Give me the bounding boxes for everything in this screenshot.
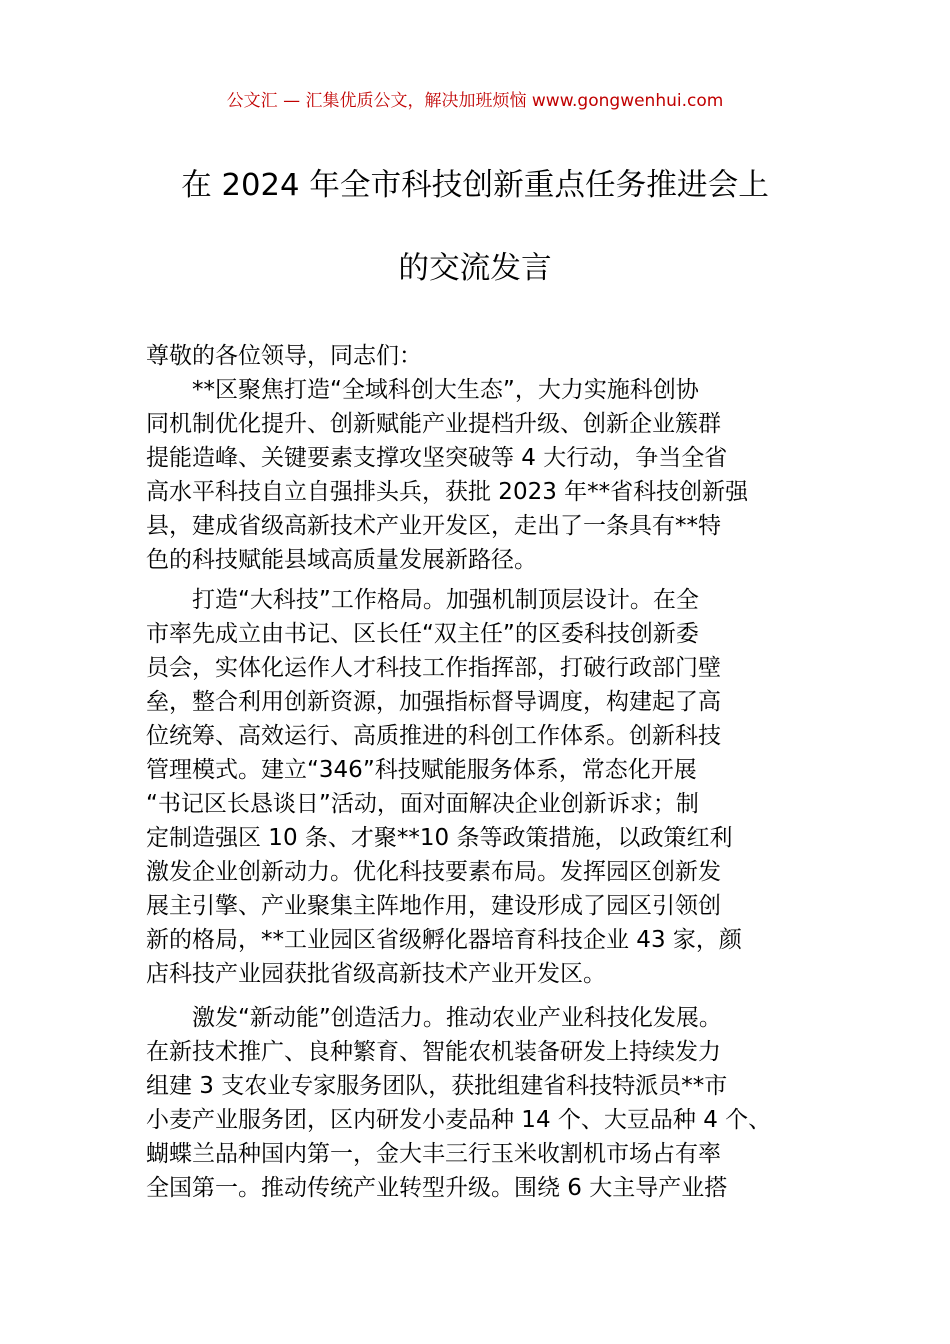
site-header-banner: 公文汇 — 汇集优质公文，解决加班烦恼 www.gongwenhui.com: [226, 91, 724, 111]
body-line: 在新技术推广、良种繁育、智能农机装备研发上持续发力: [146, 1039, 721, 1065]
body-line: 市率先成立由书记、区长任“双主任”的区委科技创新委: [146, 621, 699, 647]
body-line: 激发“新动能”创造活力。推动农业产业科技化发展。: [146, 1005, 722, 1031]
body-line: 展主引擎、产业聚集主阵地作用，建设形成了园区引领创: [146, 893, 721, 919]
body-line: 定制造强区 10 条、才聚**10 条等政策措施，以政策红利: [146, 825, 733, 851]
body-line: 新的格局，**工业园区省级孵化器培育科技企业 43 家，颜: [146, 927, 742, 953]
body-line: 县，建成省级高新技术产业开发区，走出了一条具有**特: [146, 513, 721, 539]
body-line: 蝴蝶兰品种国内第一，金大丰三行玉米收割机市场占有率: [146, 1141, 721, 1167]
body-line: 尊敬的各位领导，同志们：: [146, 343, 422, 369]
body-line: 位统筹、高效运行、高质推进的科创工作体系。创新科技: [146, 723, 721, 749]
body-line: 高水平科技自立自强排头兵，获批 2023 年**省科技创新强: [146, 479, 749, 505]
body-line: 小麦产业服务团，区内研发小麦品种 14 个、大豆品种 4 个、: [146, 1107, 772, 1133]
body-line: 打造“大科技”工作格局。加强机制顶层设计。在全: [146, 587, 699, 613]
body-line: 垒，整合利用创新资源，加强指标督导调度，构建起了高: [146, 689, 721, 715]
body-line: 组建 3 支农业专家服务团队，获批组建省科技特派员**市: [146, 1073, 728, 1099]
document-title-line-2: 的交流发言: [398, 251, 552, 286]
body-line: 色的科技赋能县域高质量发展新路径。: [146, 547, 537, 573]
body-line: **区聚焦打造“全域科创大生态”，大力实施科创协: [146, 377, 699, 403]
body-line: “书记区长恳谈日”活动，面对面解决企业创新诉求；制: [146, 791, 699, 817]
body-line: 管理模式。建立“346”科技赋能服务体系，常态化开展: [146, 757, 697, 783]
body-line: 员会，实体化运作人才科技工作指挥部，打破行政部门壁: [146, 655, 721, 681]
body-line: 同机制优化提升、创新赋能产业提档升级、创新企业簇群: [146, 411, 721, 437]
document-title-line-1: 在 2024 年全市科技创新重点任务推进会上: [181, 168, 769, 203]
body-line: 店科技产业园获批省级高新技术产业开发区。: [146, 961, 606, 987]
body-line: 全国第一。推动传统产业转型升级。围绕 6 大主导产业搭: [146, 1175, 728, 1201]
body-line: 提能造峰、关键要素支撑攻坚突破等 4 大行动，争当全省: [146, 445, 728, 471]
body-line: 激发企业创新动力。优化科技要素布局。发挥园区创新发: [146, 859, 721, 885]
